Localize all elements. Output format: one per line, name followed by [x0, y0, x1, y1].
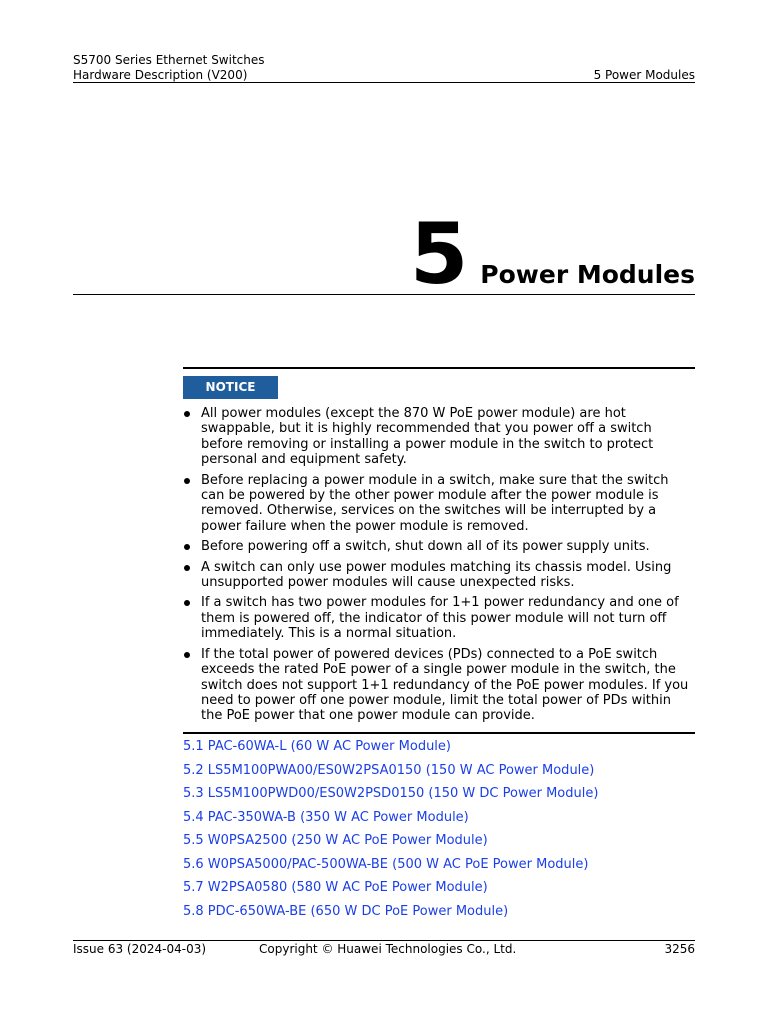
- notice-item: [183, 595, 695, 641]
- section-toc: [183, 738, 695, 926]
- chapter-number: 5: [409, 205, 469, 303]
- bullet-icon: [184, 544, 190, 550]
- toc-link-5-8[interactable]: 5.8 PDC-650WA-BE (650 W DC PoE Power Module): [183, 903, 509, 919]
- chapter-title: Power Modules: [480, 260, 695, 289]
- notice-item-text: A switch can only use power modules matching its chassis model. Using unsupported power modules will cause unexpected risks.: [201, 559, 672, 591]
- notice-item: [183, 539, 695, 554]
- footer-divider: [73, 940, 695, 941]
- toc-link-5-7[interactable]: 5.7 W2PSA0580 (580 W AC PoE Power Module): [183, 880, 488, 895]
- header-row: [73, 68, 695, 83]
- notice-box: [183, 367, 695, 734]
- page-header: [73, 53, 695, 83]
- notice-item-text: Before powering off a switch, shut down all of its power supply units.: [201, 539, 650, 555]
- notice-item: [183, 473, 695, 535]
- toc-link-5-1[interactable]: 5.1 PAC-60WA-L (60 W AC Power Module): [183, 739, 451, 754]
- toc-link-5-5[interactable]: 5.5 W0PSA2500 (250 W AC PoE Power Module): [183, 833, 488, 848]
- header-doc-series: S5700 Series Ethernet Switches: [73, 53, 265, 67]
- chapter-heading: [410, 206, 695, 302]
- notice-item-text: If the total power of powered devices (PDs) connected to a PoE switch exceeds the rated PoE power of a single power module in the switch, the switch does not support 1+1 redundancy of the PoE power modules. If you need to power off one power module, limit the total power of PDs within the PoE power that one power module can provide.: [201, 646, 689, 724]
- notice-item: [183, 406, 695, 468]
- bullet-icon: [184, 478, 190, 484]
- header-divider: [73, 82, 695, 83]
- notice-badge: NOTICE: [183, 376, 278, 399]
- toc-link-5-6[interactable]: 5.6 W0PSA5000/PAC-500WA-BE (500 W AC PoE Power Module): [183, 856, 589, 872]
- header-chapter-ref: 5 Power Modules: [593, 68, 695, 82]
- bullet-icon: [184, 411, 190, 417]
- bullet-icon: [184, 600, 190, 606]
- notice-item-text: If a switch has two power modules for 1+1 power redundancy and one of them is powered off, the indicator of this power module will not turn off immediately. This is a normal situation.: [201, 595, 679, 642]
- footer-issue: Issue 63 (2024-04-03): [73, 942, 207, 956]
- notice-item-text: Before replacing a power module in a switch, make sure that the switch can be powered by the other power module after the power module is removed. Otherwise, services on the switches will be interrupted by a power failure when the power module is removed.: [201, 472, 669, 534]
- notice-item: [183, 560, 695, 591]
- page-number: 3256: [664, 942, 695, 956]
- footer-copyright: Copyright © Huawei Technologies Co., Ltd.: [259, 942, 517, 956]
- toc-link-5-4[interactable]: 5.4 PAC-350WA-B (350 W AC Power Module): [183, 809, 469, 825]
- bullet-icon: [184, 565, 190, 571]
- notice-list: [183, 406, 695, 724]
- toc-link-5-2[interactable]: 5.2 LS5M100PWA00/ES0W2PSA0150 (150 W AC Power Module): [183, 762, 595, 778]
- toc-link-5-3[interactable]: 5.3 LS5M100PWD00/ES0W2PSD0150 (150 W DC Power Module): [183, 786, 599, 801]
- bullet-icon: [184, 652, 190, 658]
- notice-item-text: All power modules (except the 870 W PoE power module) are hot swappable, but it is highly recommended that you power off a switch before removing or installing a power module in the switch to protect personal and equipment safety.: [201, 406, 654, 468]
- notice-item: [183, 647, 695, 724]
- chapter-divider: [73, 294, 695, 295]
- header-doc-title: Hardware Description (V200): [73, 68, 248, 82]
